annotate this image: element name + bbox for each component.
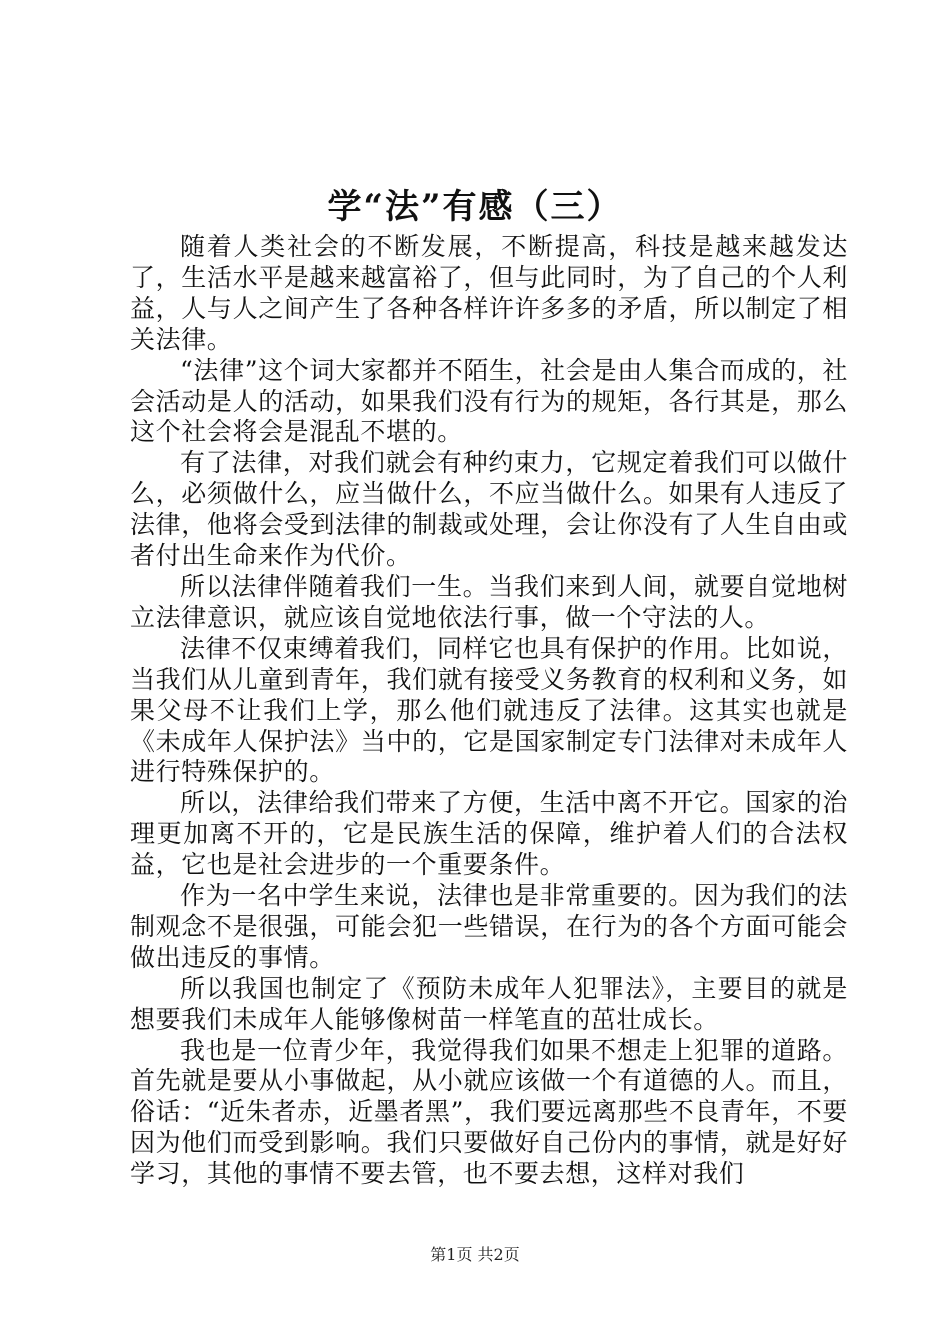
page-number-footer: 第1页 共2页 — [430, 1245, 520, 1264]
paragraph: 所以，法律给我们带来了方便，生活中离不开它。国家的治理更加离不开的，它是民族生活的保障，维护着人们的合法权益，它也是社会进步的一个重要条件。 — [130, 788, 848, 880]
document-body — [130, 232, 848, 1190]
paragraph: “法律”这个词大家都并不陌生，社会是由人集合而成的，社会活动是人的活动，如果我们没有行为的规矩，各行其是，那么这个社会将会是混乱不堪的。 — [130, 355, 848, 447]
paragraph: 随着人类社会的不断发展，不断提高，科技是越来越发达了，生活水平是越来越富裕了，但与此同时，为了自己的个人利益，人与人之间产生了各种各样许许多多的矛盾，所以制定了相关法律。 — [130, 232, 848, 354]
document-title: 学“法”有感（三） — [327, 187, 623, 227]
paragraph: 我也是一位青少年，我觉得我们如果不想走上犯罪的道路。首先就是要从小事做起，从小就应该做一个有道德的人。而且，俗话：“近朱者赤，近墨者黑”，我们要远离那些不良青年，不要因为他们而受到影响。我们只要做好自己份内的事情，就是好好学习，其他的事情不要去管，也不要去想，这样对我们 — [130, 1035, 848, 1189]
paragraph: 作为一名中学生来说，法律也是非常重要的。因为我们的法制观念不是很强，可能会犯一些错误，在行为的各个方面可能会做出违反的事情。 — [130, 881, 848, 972]
paragraph: 法律不仅束缚着我们，同样它也具有保护的作用。比如说，当我们从儿童到青年，我们就有接受义务教育的权利和义务，如果父母不让我们上学，那么他们就违反了法律。这其实也就是《未成年人保护法》当中的，它是国家制定专门法律对未成年人进行特殊保护的。 — [130, 633, 848, 787]
paragraph: 有了法律，对我们就会有种约束力，它规定着我们可以做什么，必须做什么，应当做什么，不应当做什么。如果有人违反了法律，他将会受到法律的制裁或处理，会让你没有了人生自由或者付出生命来作为代价。 — [130, 448, 848, 571]
paragraph: 所以法律伴随着我们一生。当我们来到人间，就要自觉地树立法律意识，就应该自觉地依法行事，做一个守法的人。 — [130, 571, 848, 632]
paragraph: 所以我国也制定了《预防未成年人犯罪法》，主要目的就是想要我们未成年人能够像树苗一样笔直的茁壮成长。 — [130, 973, 848, 1034]
